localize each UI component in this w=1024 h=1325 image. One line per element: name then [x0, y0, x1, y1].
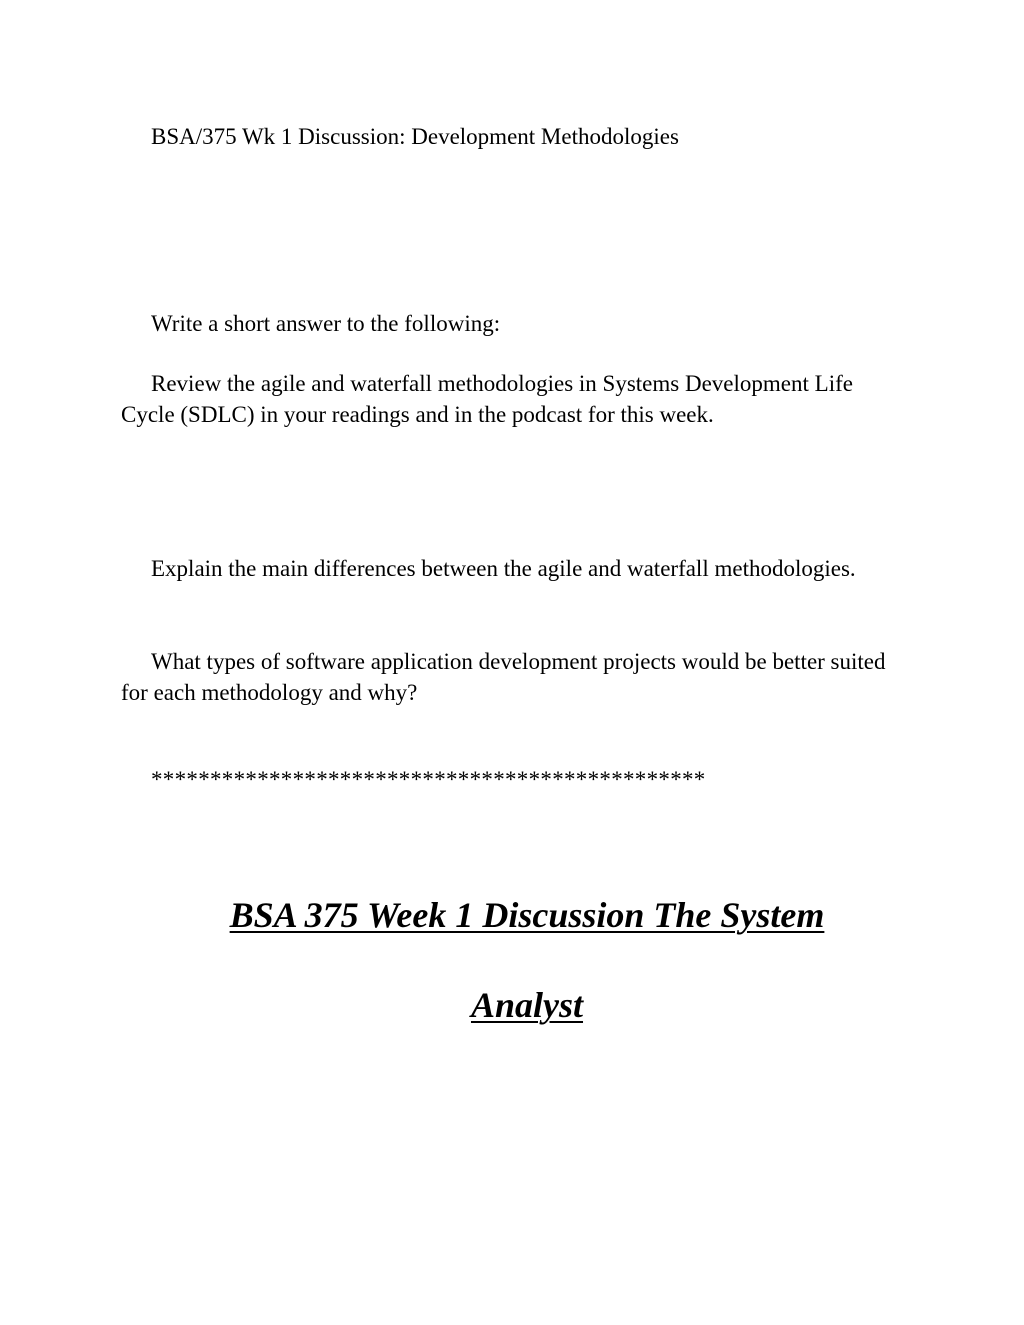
- title-line-2: Analyst: [470, 985, 584, 1025]
- question-paragraph: What types of software application development projects would be better suited for each methodology and why?: [121, 649, 886, 705]
- title-line-1: BSA 375 Week 1 Discussion The System: [229, 895, 825, 935]
- document-header: BSA/375 Wk 1 Discussion: Development Methodologies: [151, 124, 679, 149]
- asterisk-separator: ***********************************************: [151, 767, 706, 792]
- instruction-text: Write a short answer to the following:: [151, 311, 501, 336]
- explain-paragraph: Explain the main differences between the agile and waterfall methodologies.: [151, 556, 856, 581]
- review-paragraph: Review the agile and waterfall methodologies in Systems Development Life Cycle (SDLC) in your readings and in the podcast for this week.: [121, 371, 853, 427]
